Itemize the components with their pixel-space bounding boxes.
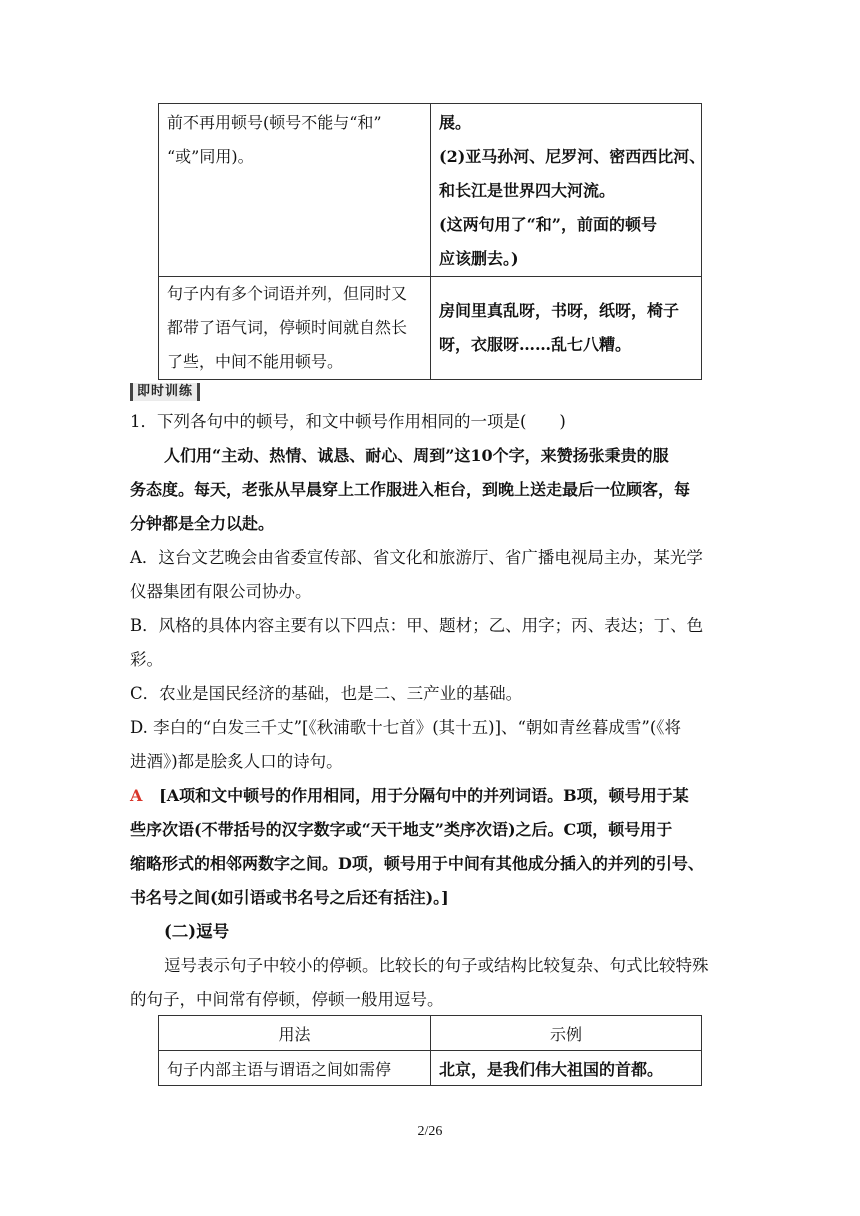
comma-usage-table-top xyxy=(158,103,706,380)
answer-block xyxy=(130,779,742,915)
usage-line: 前不再用顿号(顿号不能与“和” xyxy=(167,113,382,132)
usage-line: 了些，中间不能用顿号。 xyxy=(167,352,344,371)
answer-line: 缩略形式的相邻两数字之间。D项，顿号用于中间有其他成分插入的并列的引号、 xyxy=(130,854,704,873)
section-title: (二)逗号 xyxy=(164,922,230,941)
example-cell: 北京，是我们伟大祖国的首都。 xyxy=(431,1051,702,1086)
usage-cell: 句子内部主语与谓语之间如需停 xyxy=(159,1051,431,1086)
options-list xyxy=(130,541,742,779)
section-heading xyxy=(130,915,742,949)
header-example: 示例 xyxy=(431,1016,702,1051)
option-a-line: 仪器集团有限公司协办。 xyxy=(130,582,312,601)
option-a-line: A．这台文艺晚会由省委宣传部、省文化和旅游厅、省广播电视局主办，某光学 xyxy=(130,548,703,567)
usage-line: 句子内有多个词语并列，但同时又 xyxy=(167,284,408,303)
example-line: (这两句用了“和”，前面的顿号 xyxy=(439,215,657,234)
answer-letter: A xyxy=(130,786,143,805)
option-d-line: 进酒》)都是脍炙人口的诗句。 xyxy=(130,752,343,771)
usage-line: “或”同用)。 xyxy=(167,147,254,166)
example-cell xyxy=(431,104,706,277)
passage-line: 务态度。每天，老张从早晨穿上工作服进入柜台，到晚上送走最后一位顾客，每 xyxy=(130,480,691,499)
question-stem: 1．下列各句中的顿号，和文中顿号作用相同的一项是( ) xyxy=(130,412,566,431)
usage-line: 都带了语气词，停顿时间就自然长 xyxy=(167,318,408,337)
table-row xyxy=(159,104,702,277)
question-block xyxy=(130,405,742,439)
table-row xyxy=(159,277,702,380)
page-number: 2/26 xyxy=(417,1124,443,1139)
comma-usage-table-bottom xyxy=(158,1015,702,1086)
example-line: 和长江是世界四大河流。 xyxy=(439,181,616,200)
usage-cell xyxy=(159,277,431,380)
option-d-line: D. 李白的“白发三千丈”[《秋浦歌十七首》(其十五)]、“朝如青丝暮成雪”(《将 xyxy=(130,718,682,737)
section-line: 逗号表示句子中较小的停顿。比较长的句子或结构比较复杂、句式比较特殊 xyxy=(164,956,709,975)
passage-line: 人们用“主动、热情、诚恳、耐心、周到”这10个字，来赞扬张秉贵的服 xyxy=(164,446,669,465)
table-row xyxy=(159,1051,702,1086)
example-line: (2)亚马孙河、尼罗河、密西西比河、 xyxy=(439,147,706,166)
example-cell xyxy=(431,277,702,380)
passage-line: 分钟都是全力以赴。 xyxy=(130,514,275,533)
option-b-line: B．风格的具体内容主要有以下四点：甲、题材；乙、用字；丙、表达；丁、色 xyxy=(130,616,704,635)
example-line: 房间里真乱呀，书呀，纸呀，椅子 xyxy=(439,301,680,320)
example-line: 应该删去。) xyxy=(439,249,519,268)
practice-tag: 即时训练 xyxy=(130,383,200,401)
question-passage xyxy=(130,439,742,541)
answer-line: 书名号之间(如引语或书名号之后还有括注)。] xyxy=(130,888,449,907)
option-b-line: 彩。 xyxy=(130,650,163,669)
example-line: 展。 xyxy=(439,113,472,132)
answer-line: 些序次语(不带括号的汉字数字或“天干地支”类序次语)之后。C项，顿号用于 xyxy=(130,820,673,839)
usage-cell xyxy=(159,104,431,277)
example-line: 呀，衣服呀……乱七八糟。 xyxy=(439,335,632,354)
answer-explanation: [A项和文中顿号的作用相同，用于分隔句中的并列词语。B项，顿号用于某 xyxy=(159,786,689,805)
option-c-line: C．农业是国民经济的基础，也是二、三产业的基础。 xyxy=(130,684,523,703)
header-usage: 用法 xyxy=(159,1016,431,1051)
section-paragraph xyxy=(130,949,742,1017)
table-header-row xyxy=(159,1016,702,1051)
section-line: 的句子，中间常有停顿，停顿一般用逗号。 xyxy=(130,990,444,1009)
